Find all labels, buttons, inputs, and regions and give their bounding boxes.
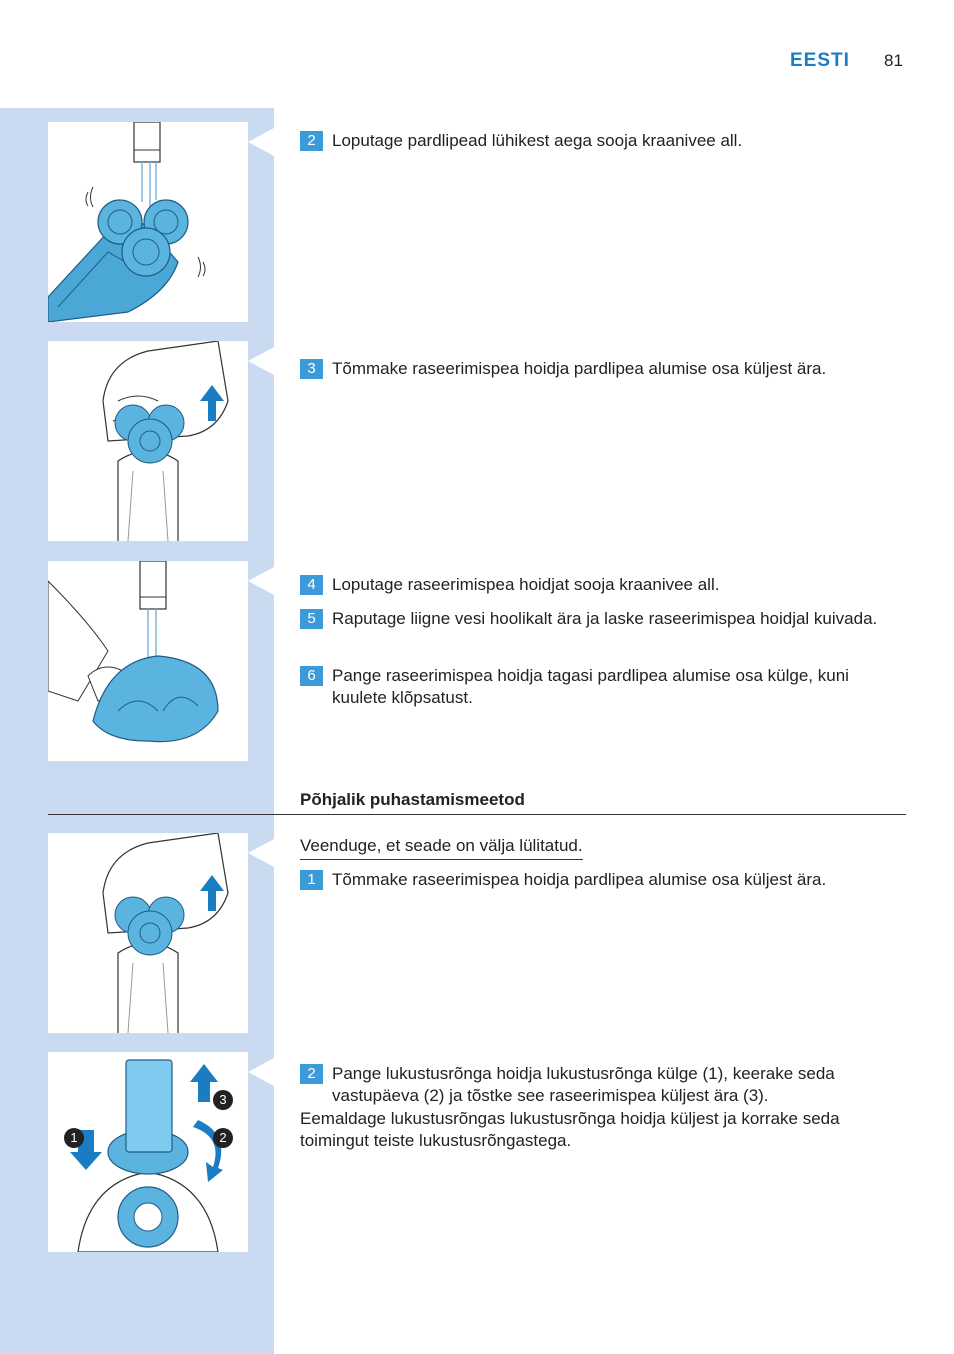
step-text: Pange raseerimispea hoidja tagasi pardlipea alumise osa külge, kuni kuulete klõpsatust. [332, 666, 849, 707]
figure-rinse-shaving-unit [48, 122, 248, 322]
section-title: Põhjalik puhastamismeetod [300, 790, 525, 809]
callout-2: 2 [213, 1128, 233, 1148]
page-number: 81 [884, 51, 903, 70]
step-text: Loputage raseerimispea hoidjat sooja kraanivee all. [332, 575, 720, 594]
figure-pointer [248, 347, 274, 375]
section-divider [48, 814, 906, 815]
followup-text: Eemaldage lukustusrõngas lukustusrõnga hoidja küljest ja korrake seda toimingut teiste lukustusrõngastega. [300, 1109, 840, 1150]
step-text: Raputage liigne vesi hoolikalt ära ja laske raseerimispea hoidjal kuivada. [332, 609, 878, 628]
figure-pointer [248, 567, 274, 595]
figure-retaining-ring [48, 1052, 248, 1252]
step-number: 3 [300, 359, 323, 379]
step-item [300, 1063, 880, 1107]
step-number: 6 [300, 666, 323, 686]
precaution-note: Veenduge, et seade on välja lülitatud. [300, 835, 583, 860]
step-number: 1 [300, 870, 323, 890]
figure-pointer [248, 839, 274, 867]
figure-pointer [248, 1058, 274, 1086]
step-text: Pange lukustusrõnga hoidja lukustusrõnga külge (1), keerake seda vastupäeva (2) ja tõstke see raseerimispea küljest ära (3). [332, 1064, 835, 1105]
figure-rinse-holder [48, 561, 248, 761]
step-text: Loputage pardlipead lühikest aega sooja kraanivee all. [332, 131, 743, 150]
step-item [300, 574, 880, 596]
step-item [300, 665, 880, 709]
figure-pull-holder [48, 341, 248, 541]
step-text: Tõmmake raseerimispea hoidja pardlipea alumise osa küljest ära. [332, 870, 827, 889]
step-item [300, 608, 880, 630]
figure-pull-holder-2 [48, 833, 248, 1033]
step-number: 2 [300, 1064, 323, 1084]
step-number: 2 [300, 131, 323, 151]
callout-3: 3 [213, 1090, 233, 1110]
step-item [300, 869, 880, 891]
language-label: EESTI [790, 50, 850, 71]
figure-pointer [248, 128, 274, 156]
step-text: Tõmmake raseerimispea hoidja pardlipea alumise osa küljest ära. [332, 359, 827, 378]
callout-1: 1 [64, 1128, 84, 1148]
step-item [300, 130, 880, 152]
step-number: 5 [300, 609, 323, 629]
step-number: 4 [300, 575, 323, 595]
step-item [300, 358, 880, 380]
